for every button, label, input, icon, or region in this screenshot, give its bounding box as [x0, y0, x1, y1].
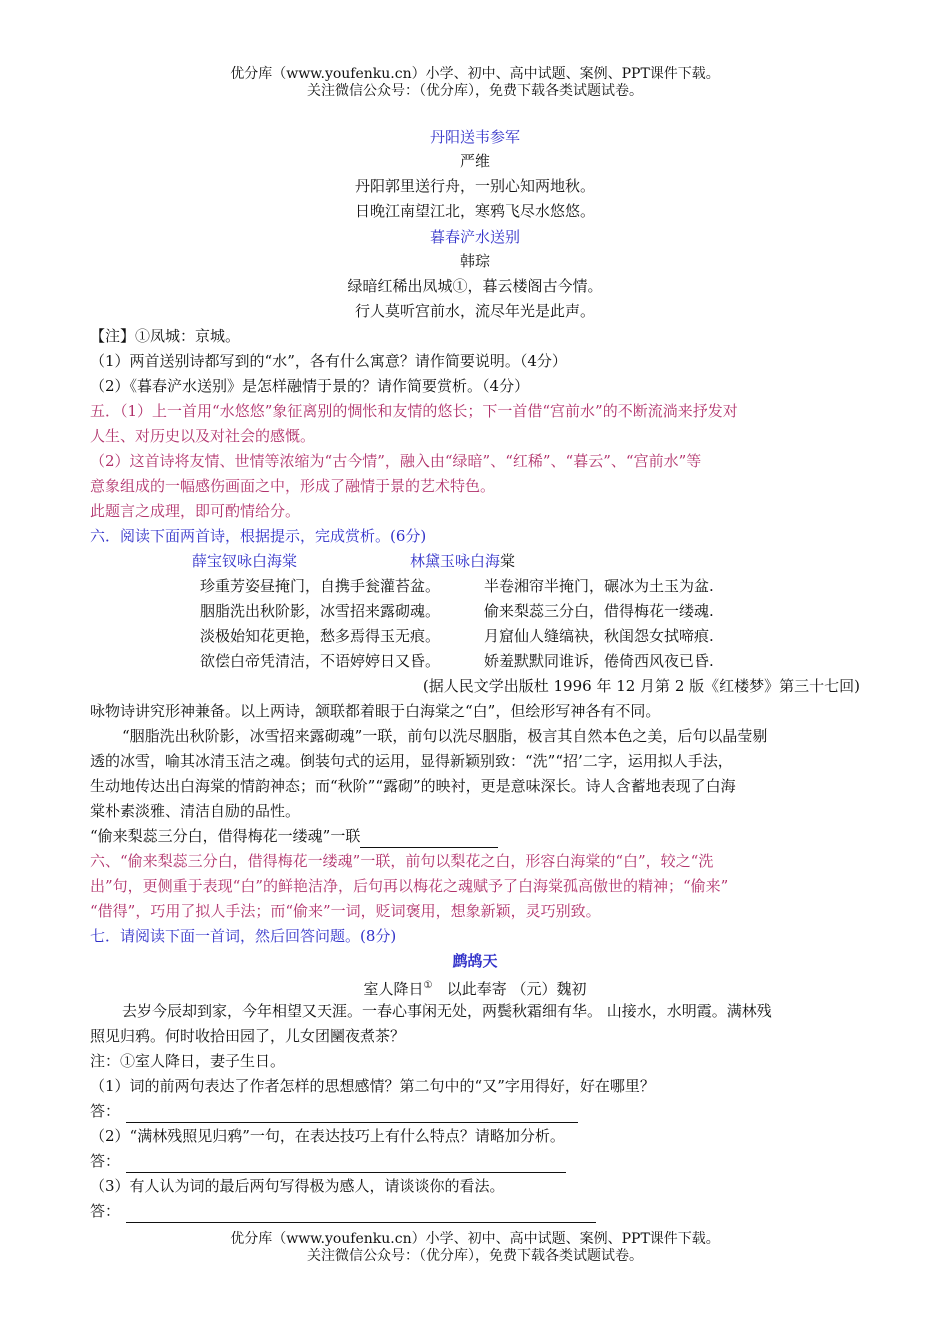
poem2-title: 暮春浐水送别: [429, 228, 520, 246]
q6-answer-line: 六、“偷来梨蕊三分白，借得梅花一缕魂”一联，前句以梨花之白，形容白海棠的“白”，较之“洗: [90, 852, 714, 870]
q6-paragraph-line: “胭脂洗出秋阶影，冰雪招来露砌魂”一联，前句以洗尽胭脂，极言其自然本色之美，后句以晶莹剔: [122, 727, 768, 745]
q6-paragraph-line: 透的冰雪，喻其冰清玉洁之魂。倒装句式的运用，显得新颖别致：“洗”“招’二字，运用拟人手法，: [90, 752, 733, 770]
q7-title: 鹧鸪天: [452, 952, 498, 970]
q7-answer-1-blank[interactable]: [126, 1104, 578, 1123]
footer-line-2: 关注微信公众号：（优分库），免费下载各类试题试卷。: [307, 1248, 643, 1264]
q6-answer-blank[interactable]: [360, 829, 498, 848]
q7-heading: 七．请阅读下面一首词，然后回答问题。(8分): [90, 927, 397, 945]
q6-answer-line: 出”句，更侧重于表现“白”的鲜艳洁净，后句再以梅花之魂赋予了白海棠孤高傲世的精神；“偷来”: [90, 877, 729, 895]
q7-question-3: （3）有人认为词的最后两句写得极为感人，请谈谈你的看法。: [90, 1177, 505, 1195]
q6-paragraph-line: 生动地传达出白海棠的情韵神态；而“秋阶”“露砌”的映衬，更是意味深长。诗人含蓄地表现了白海: [90, 777, 736, 795]
q6-paragraph-line: 咏物诗讲究形神兼备。以上两诗，颔联都着眼于白海棠之“白”，但绘形写神各有不同。: [90, 702, 661, 720]
q6-right-line: 偷来梨蕊三分白，借得梅花一缕魂.: [484, 602, 714, 620]
q6-prompt-text: “偷来梨蕊三分白，借得梅花一缕魂”一联: [90, 827, 361, 845]
q6-right-line: 娇羞默默同谁诉，倦倚西风夜已昏.: [484, 652, 714, 670]
q5-question-1: （1）两首送别诗都写到的“水”，各有什么寓意？请作简要说明。（4分）: [90, 352, 567, 370]
q5-answer-line: （2）这首诗将友情、世情等浓缩为“古今情”，融入由“绿暗”、“红稀”、“暮云”、“宫前水”等: [90, 452, 702, 470]
poem2-author: 韩琮: [459, 252, 490, 270]
q6-left-line: 胭脂洗出秋阶影，冰雪招来露砌魂。: [200, 602, 441, 620]
q7-body-line: 照见归鸦。何时收拾田园了，儿女团圞夜煮茶？: [90, 1027, 406, 1045]
poem2-line-1: 绿暗红稀出凤城①，暮云楼阁古今情。: [347, 277, 603, 295]
answer-label: 答：: [90, 1202, 121, 1220]
q5-question-2: （2）《暮春浐水送别》是怎样融情于景的？请作简要赏析。（4分）: [90, 377, 530, 395]
q6-prompt: [90, 824, 498, 848]
q6-heading: 六．阅读下面两首诗，根据提示，完成赏析。(6分): [90, 527, 427, 545]
poem1-author: 严维: [459, 152, 490, 170]
poem1-line-2: 日晚江南望江北，寒鸦飞尽水悠悠。: [354, 202, 595, 220]
header-line-1: 优分库（www.youfenku.cn）小学、初中、高中试题、案例、PPT课件下载。: [230, 66, 720, 82]
q6-right-line: 半卷湘帘半掩门，碾冰为土玉为盆.: [484, 577, 714, 595]
header-line-2: 关注微信公众号：（优分库），免费下载各类试题试卷。: [307, 83, 643, 99]
q7-body-line: 去岁今辰却到家，今年相望又天涯。一春心事闲无处，两鬓秋霜细有华。 山接水，水明霞。满林残: [122, 1002, 772, 1020]
q7-subtitle-a: 室人降日: [363, 980, 424, 998]
q7-answer-2: [90, 1149, 566, 1173]
q5-answer-line: 此题言之成理，即可酌情给分。: [90, 502, 301, 520]
q7-subtitle-b: 以此奉寄 （元）魏初: [446, 980, 587, 998]
answer-label: 答：: [90, 1152, 121, 1170]
q6-title-right-rest: 棠: [500, 552, 516, 570]
q7-subtitle-footnote-mark: ①: [423, 980, 433, 991]
q6-answer-line: “借得”，巧用了拟人手法；而“偷来”一词，贬词褒用，想象新颖，灵巧别致。: [90, 902, 601, 920]
q6-right-line: 月窟仙人缝缟袂，秋闺怨女拭啼痕.: [484, 627, 714, 645]
q6-title-right-blue: 林黛玉咏白海: [410, 552, 501, 570]
q6-left-line: 珍重芳姿昼掩门，自携手瓮灌苔盆。: [200, 577, 441, 595]
q6-left-line: 淡极始知花更艳，愁多焉得玉无痕。: [200, 627, 441, 645]
q7-answer-3-blank[interactable]: [126, 1204, 596, 1223]
q7-question-1: （1）词的前两句表达了作者怎样的思想感情？第二句中的“又”字用得好，好在哪里？: [90, 1077, 655, 1095]
q7-note: 注：①室人降日，妻子生日。: [90, 1052, 286, 1070]
poem2-line-2: 行人莫听宫前水，流尽年光是此声。: [354, 302, 595, 320]
q7-answer-3: [90, 1199, 596, 1223]
page-footer: [0, 1231, 950, 1265]
q5-answer-line: 人生、对历史以及对社会的感慨。: [90, 427, 316, 445]
q6-title-right: [410, 549, 515, 573]
q5-answer-line: 意象组成的一幅感伤画面之中，形成了融情于景的艺术特色。: [90, 477, 496, 495]
q7-question-2: （2）“满林残照见归鸦”一句，在表达技巧上有什么特点？请略加分析。: [90, 1127, 565, 1145]
q6-left-line: 欲偿白帝凭清洁，不语婷婷日又昏。: [200, 652, 441, 670]
q5-answer-line: 五．（1）上一首用“水悠悠”象征离别的惆怅和友情的悠长；下一首借“宫前水”的不断流淌来抒发对: [90, 402, 738, 420]
q6-paragraph-line: 棠朴素淡雅、清洁自励的品性。: [90, 802, 301, 820]
poem1-line-1: 丹阳郭里送行舟，一别心知两地秋。: [354, 177, 595, 195]
q6-source: (据人民文学出版杜 1996 年 12 月第 2 版《红楼梦》第三十七回): [422, 677, 860, 695]
q7-answer-1: [90, 1099, 578, 1123]
poem1-title: 丹阳送韦参军: [429, 128, 520, 146]
q6-title-left: 薛宝钗咏白海棠: [192, 552, 298, 570]
q5-note: 【注】①凤城：京城。: [90, 327, 241, 345]
q7-answer-2-blank[interactable]: [126, 1154, 566, 1173]
footer-line-1: 优分库（www.youfenku.cn）小学、初中、高中试题、案例、PPT课件下载。: [230, 1231, 720, 1247]
q7-subtitle: [0, 974, 950, 1001]
page-header: [0, 66, 950, 100]
answer-label: 答：: [90, 1102, 121, 1120]
